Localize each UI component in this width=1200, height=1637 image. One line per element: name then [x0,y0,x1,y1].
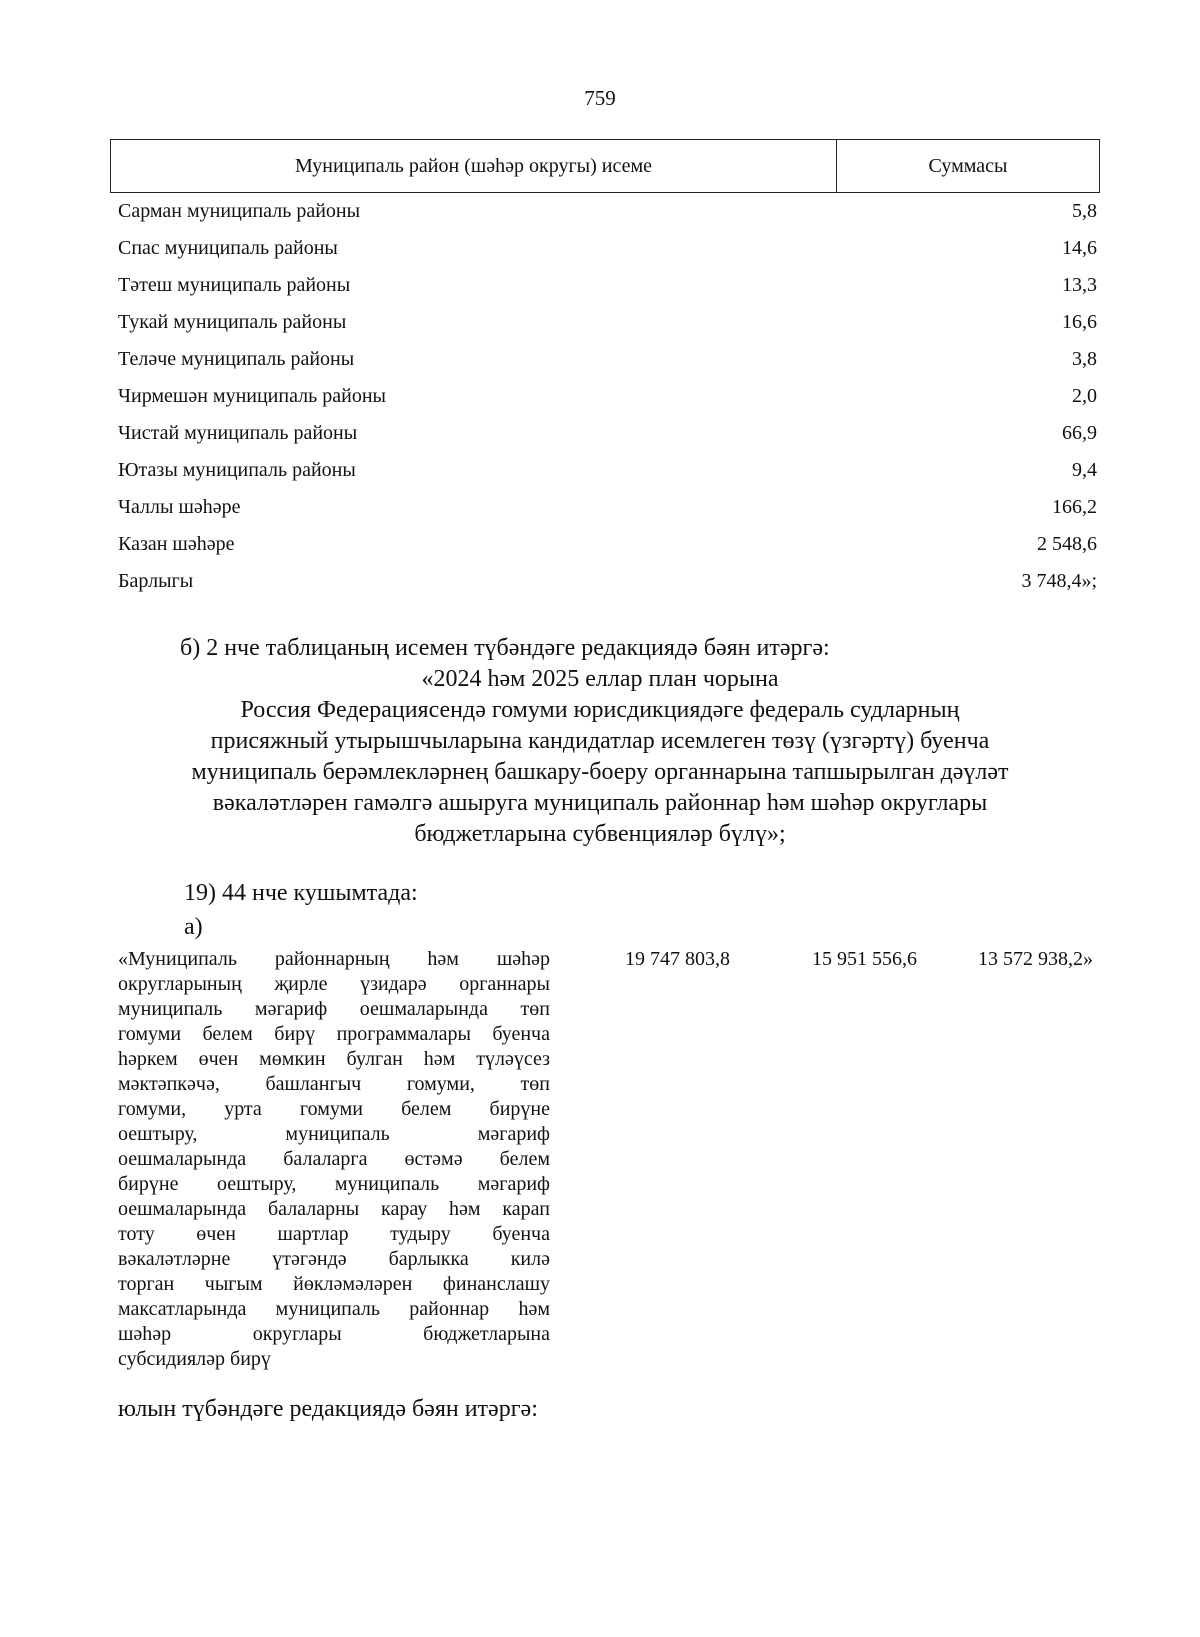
header-district-name: Муниципаль район (шәһәр округы) исеме [111,140,837,192]
table-header [110,139,1100,193]
row-sum: 3,8 [1072,348,1097,370]
description-line: бирүне оештыру, муниципаль мәгариф [118,1173,550,1195]
row-name: Тукай муниципаль районы [118,311,347,333]
item-a-amount-2026: 13 572 938,2» [978,948,1093,970]
description-line: максатларында муниципаль районнар һәм [118,1298,550,1320]
row-name: Барлыгы [118,570,194,592]
table-row [118,193,1097,230]
row-name: Казан шәһәре [118,533,235,555]
amendment-b-title-line: Россия Федерациясендә гомуми юрисдикциядәге федераль судларның [240,697,960,723]
amendment-b [0,633,1200,850]
description-line: «Муниципаль районнарның һәм шәһәр [118,948,550,970]
row-name: Чистай муниципаль районы [118,422,358,444]
row-sum: 13,3 [1062,274,1097,296]
row-name: Спас муниципаль районы [118,237,338,259]
table-row [118,267,1097,304]
description-line: субсидияләр бирү [118,1348,271,1370]
table-row [118,230,1097,267]
amendment-b-title-line: присяжный утырышчыларына кандидатлар исемлеген төзү (үзгәртү) буенча [210,728,990,754]
description-line: шәһәр округлары бюджетларына [118,1323,550,1345]
description-line: оешмаларында балаларга өстәмә белем [118,1148,550,1170]
row-sum: 5,8 [1072,200,1097,222]
closing-line: юлын түбәндәге редакциядә бәян итәргә: [118,1396,538,1422]
row-sum: 16,6 [1062,311,1097,333]
description-line: округларының җирле үзидарә органнары [118,973,550,995]
description-line: мәктәпкәчә, башлангыч гомуми, төп [118,1073,550,1095]
amendment-b-title-line: муниципаль берәмлекләрнең башкару-боеру органнарына тапшырылган дәүләт [191,759,1009,785]
row-name: Тәтеш муниципаль районы [118,274,351,296]
description-line: оештыру, муниципаль мәгариф [118,1123,550,1145]
table-total-row [118,563,1097,600]
row-name: Теләче муниципаль районы [118,348,355,370]
item-a-description [118,947,550,1372]
description-line: торган чыгым йөкләмәләрен финанслашу [118,1273,550,1295]
description-line: гомуми, урта гомуми белем бирүне [118,1098,550,1120]
page-number: 759 [584,86,616,110]
table-row [118,489,1097,526]
row-sum: 66,9 [1062,422,1097,444]
row-sum: 166,2 [1052,496,1097,518]
item-a-label: а) [184,914,203,940]
header-sum: Суммасы [928,154,1008,177]
description-line: муниципаль мәгариф оешмаларында төп [118,998,550,1020]
row-sum: 2,0 [1072,385,1097,407]
item-19-heading: 19) 44 нче кушымтада: [184,880,418,906]
row-name: Чаллы шәһәре [118,496,241,518]
table-row [118,378,1097,415]
description-line: гомуми белем бирү программалары буенча [118,1023,550,1045]
item-a-amount-2024: 19 747 803,8 [625,948,730,970]
table-row [118,304,1097,341]
item-a-amount-2025: 15 951 556,6 [812,948,917,970]
description-line: вәкаләтләрне үтәгәндә барлыкка килә [118,1248,550,1270]
description-line: тоту өчен шартлар тудыру буенча [118,1223,550,1245]
amendment-b-lead: б) 2 нче таблицаның исемен түбәндәге редакциядә бәян итәргә: [180,635,830,661]
row-sum: 9,4 [1072,459,1097,481]
row-sum: 2 548,6 [1037,533,1097,555]
row-sum: 14,6 [1062,237,1097,259]
amendment-b-title-line: «2024 һәм 2025 еллар план чорына [421,666,779,692]
description-line: һәркем өчен мөмкин булган һәм түләүсез [118,1048,550,1070]
table-body [118,193,1097,600]
row-name: Ютазы муниципаль районы [118,459,356,481]
row-name: Сарман муниципаль районы [118,200,361,222]
row-sum: 3 748,4»; [1021,570,1097,592]
amendment-b-title-line: бюджетларына субвенцияләр бүлү»; [414,821,786,847]
table-row [118,341,1097,378]
table-row [118,415,1097,452]
row-name: Чирмешән муниципаль районы [118,385,386,407]
description-line: оешмаларында балаларны карау һәм карап [118,1198,550,1220]
amendment-b-title-line: вәкаләтләрен гамәлгә ашыруга муниципаль районнар һәм шәһәр округлары [212,790,988,816]
table-row [118,526,1097,563]
table-row [118,452,1097,489]
